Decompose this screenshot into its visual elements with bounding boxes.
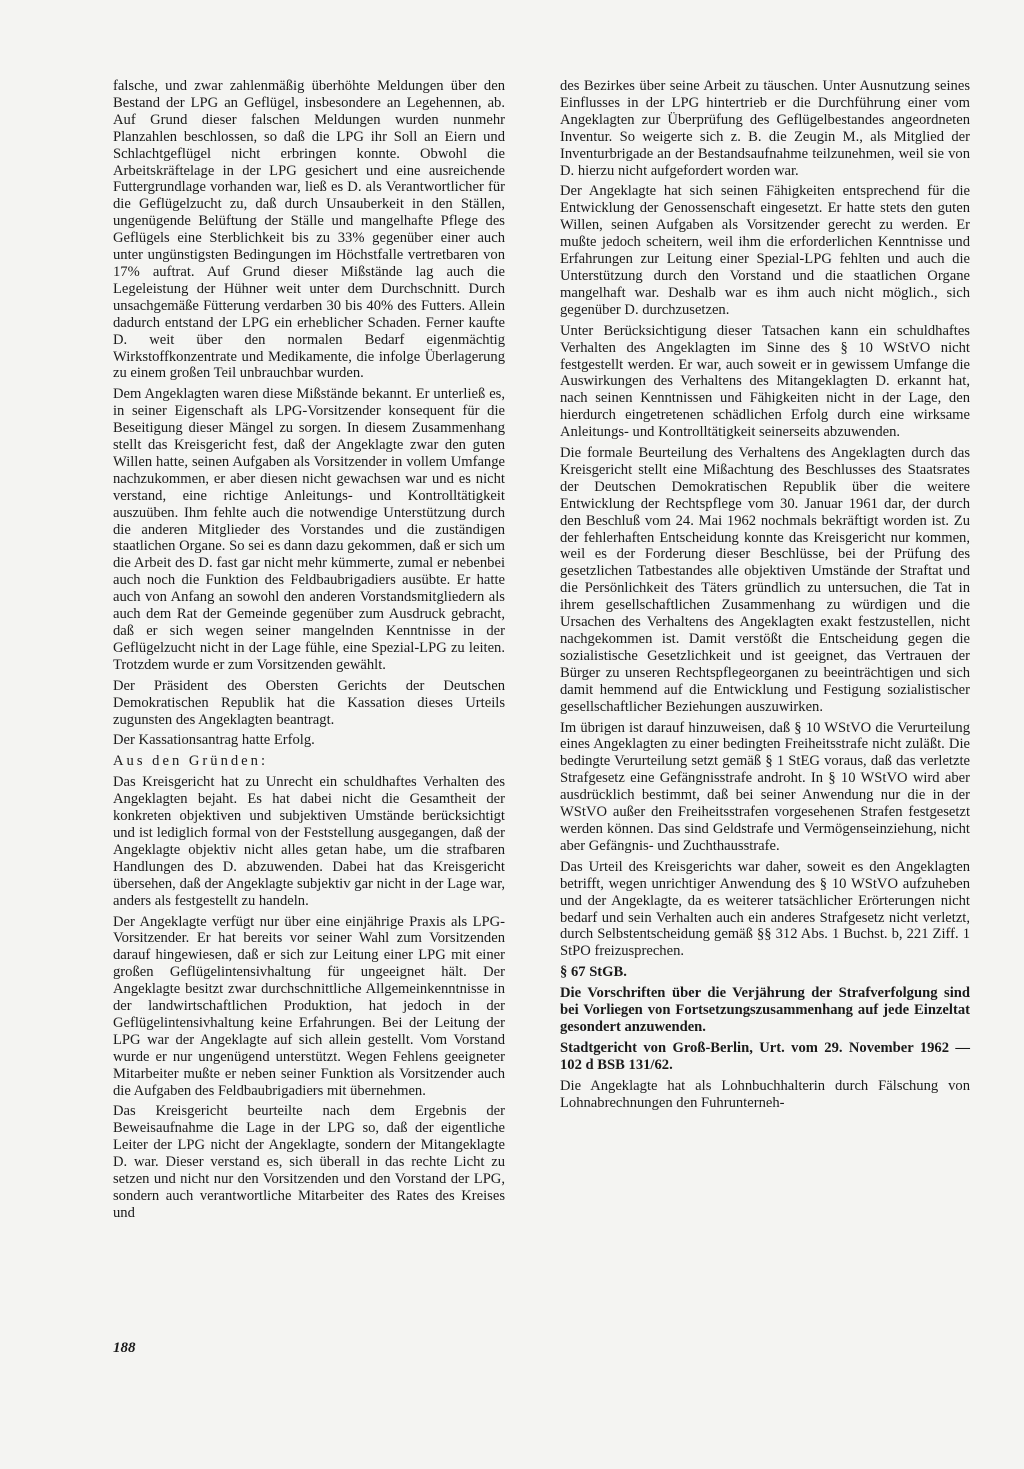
paragraph: Das Kreisgericht hat zu Unrecht ein schuldhaftes Verhalten des Angeklagten bejaht. Es hat dabei nicht die Gesamtheit der konkreten objektiven und subjektiven Umstände berücksichtigt und ist lediglich formal von der Feststellung ausgegangen, daß der Angeklagte objektiv nicht alles getan habe, um die strafbaren Handlungen des D. abzuwenden. Dabei hat das Kreisgericht übersehen, daß der Angeklagte subjektiv gar nicht in der Lage war, anders als festgestellt zu handeln. (113, 774, 505, 909)
paragraph: Der Kassationsantrag hatte Erfolg. (113, 732, 315, 749)
paragraph: Dem Angeklagten waren diese Mißstände bekannt. Er unterließ es, in seiner Eigenschaft als LPG-Vorsitzender konsequent für die Beseitigung dieser Mängel zu sorgen. In diesem Zusammenhang stellt das Kreisgericht fest, daß der Angeklagte zwar den guten Willen hatte, seinen Aufgaben als Vorsitzender in vollem Umfange nachzukommen, er aber diesen nicht gewachsen war und es nicht verstand, eine richtige Anleitungs- und Kontrolltätigkeit auszuüben. Ihm fehlte auch die notwendige Unterstützung durch die anderen Mitglieder des Vorstandes und die zuständigen staatlichen Organe. So sei es dann dazu gekommen, daß er sich um die Arbeit des D. fast gar nicht mehr kümmerte, zumal er nebenbei auch noch die Funktion des Feldbaubrigadiers ausübte. Er hatte auch von Anfang an sowohl den anderen Vorstandsmitgliedern als auch dem Rat der Gemeinde gegenüber zum Ausdruck gebracht, daß er sich wegen seiner mangelnden Kenntnisse in der Geflügelzucht nicht in der Lage fühle, eine Spezial-LPG zu leiten. Trotzdem wurde er zum Vorsitzenden gewählt. (113, 386, 505, 673)
paragraph: Der Angeklagte verfügt nur über eine einjährige Praxis als LPG-Vorsitzender. Er hat bereits vor seiner Wahl zum Vorsitzenden darauf hingewiesen, daß er sich zur Leitung einer LPG mit einer großen Geflügelintensivhaltung für ungeeignet hält. Der Angeklagte besitzt zwar durchschnittliche Allgemeinkenntnisse in der landwirtschaftlichen Produktion, hat jedoch in der Geflügelintensivhaltung keine Erfahrungen. Bei der Leitung der LPG war der Angeklagte auf sich allein gestellt. Vom Vorstand wurde er nur ungenügend unterstützt. Wegen Fehlens geeigneter Mitarbeiter mußte er neben seiner Funktion als Vorsitzender auch die Aufgaben des Feldbaubrigadiers mit übernehmen. (113, 913, 505, 1099)
paragraph: Der Angeklagte hat sich seinen Fähigkeiten entsprechend für die Entwicklung der Genossenschaft eingesetzt. Er hatte stets den guten Willen, seinen Aufgaben als Vorsitzender gerecht zu werden. Er mußte jedoch scheitern, weil ihm die erforderlichen Kenntnisse und Erfahrungen zur Leitung einer Spezial-LPG fehlten und auch die Unterstützung durch den Vorstand und die staatlichen Organe mangelhaft war. Deshalb war es ihm auch nicht möglich., sich gegenüber D. durchzusetzen. (560, 183, 970, 318)
right-column (560, 78, 970, 1115)
section-heading: § 67 StGB. (560, 964, 627, 981)
paragraph: Die Angeklagte hat als Lohnbuchhalterin durch Fälschung von Lohnabrechnungen den Fuhrunterneh- (560, 1077, 970, 1111)
paragraph: Das Kreisgericht beurteilte nach dem Ergebnis der Beweisaufnahme die Lage in der LPG so, daß der eigentliche Leiter der LPG nicht der Angeklagte, sondern der Mitangeklagte D. war. Dieser verstand es, sich überall in das rechte Licht zu setzen und nicht nur den Vorsitzenden und den Vorstand der LPG, sondern auch verantwortliche Mitarbeiter des Rates des Kreises und (113, 1103, 505, 1221)
headnote: Die Vorschriften über die Verjährung der Strafverfolgung sind bei Vorliegen von Fortsetzungszusammenhang auf jede Einzeltat gesondert anzuwenden. (560, 985, 970, 1035)
section-label: Aus den Gründen: (113, 753, 269, 770)
paragraph: Die formale Beurteilung des Verhaltens des Angeklagten durch das Kreisgericht stellt eine Mißachtung des Beschlusses des Staatsrates der Deutschen Demokratischen Republik über die weitere Entwicklung der Rechtspflege vom 30. Januar 1961 dar, der durch den Beschluß vom 24. Mai 1962 nochmals bekräftigt worden ist. Zu der fehlerhaften Entscheidung konnte das Kreisgericht nur kommen, weil es der Forderung dieser Beschlüsse, bei der Prüfung des gesetzlichen Tatbestandes alle objektiven Umstände der Straftat und die Persönlichkeit des Täters gründlich zu untersuchen, die Tat in ihrem gesellschaftlichen Zusammenhang zu würdigen und die Ursachen des Verhaltens des Angeklagten exakt festzustellen, nicht nachgekommen ist. Damit verstößt die Entscheidung gegen die sozialistische Gesetzlichkeit und ist geeignet, das Vertrauen der Bürger zu unseren Rechtspflegeorganen zu beeinträchtigen und sich damit hemmend auf die Entwicklung und Festigung sozialistischer gesellschaftlicher Beziehungen auszuwirken. (560, 445, 970, 715)
page-number: 188 (113, 1340, 136, 1356)
paragraph: Im übrigen ist darauf hinzuweisen, daß § 10 WStVO die Verurteilung eines Angeklagten zu einer bedingten Freiheitsstrafe nicht zuläßt. Die bedingte Verurteilung setzt gemäß § 1 StEG voraus, daß das verletzte Strafgesetz eine Gefängnisstrafe androht. In § 10 WStVO wird aber ausdrücklich bestimmt, daß bei seiner Anwendung nur die in der WStVO außer den Freiheitsstrafen vorgesehenen Strafen festgesetzt werden können. Das sind Geldstrafe und Vermögenseinziehung, nicht aber Gefängnis- und Zuchthausstrafe. (560, 719, 970, 854)
paragraph: Unter Berücksichtigung dieser Tatsachen kann ein schuldhaftes Verhalten des Angeklagten im Sinne des § 10 WStVO nicht festgestellt werden. Er war, auch soweit er in gewissem Umfange die Auswirkungen des Verhaltens des Mitangeklagten D. erkannt hat, nach seinen Kenntnissen und Fähigkeiten nicht in der Lage, den hierdurch eingetretenen schädlichen Erfolg durch eine wirksame Anleitungs- und Kontrolltätigkeit seinerseits abzuwenden. (560, 322, 970, 441)
paragraph: falsche, und zwar zahlenmäßig überhöhte Meldungen über den Bestand der LPG an Geflügel, insbesondere an Legehennen, ab. Auf Grund dieser falschen Meldungen wurden nunmehr Planzahlen beschlossen, so daß die LPG ihr Soll an Eiern und Schlachtgeflügel nicht erbringen konnte. Obwohl die Arbeitskräftelage in der LPG gesichert und eine ausreichende Futtergrundlage vorhanden war, ließ es D. als Verantwortlicher für die Geflügelzucht zu, daß durch Unsauberkeit in den Ställen, ungenügende Belüftung der Ställe und mangelhafte Pflege des Geflügels eine Sterblichkeit bis zu 33% gegenüber einer auch unter ungünstigsten Bedingungen im Höchstfalle vertretbaren von 17% auftrat. Auf Grund dieser Mißstände lag auch die Legeleistung der Hühner weit unter dem Durchschnitt. Durch unsachgemäße Fütterung verdarben 30 bis 40% des Futters. Allein dadurch entstand der LPG ein erheblicher Schaden. Ferner kaufte D. weit über den normalen Bedarf eigenmächtig Wirkstoffkonzentrate und Medikamente, die infolge Überlagerung zu einem großen Teil unbrauchbar wurden. (113, 78, 505, 382)
left-column (113, 78, 505, 1226)
paragraph: des Bezirkes über seine Arbeit zu täuschen. Unter Ausnutzung seines Einflusses in der LPG hintertrieb er die Durchführung einer vom Angeklagten zur Überprüfung des Geflügelbestandes angeordneten Inventur. So weigerte sich z. B. die Zeugin M., als Mitglied der Inventurbrigade an der Bestandsaufnahme teilzunehmen, weil sie von D. hierzu nicht aufgefordert worden war. (560, 78, 970, 179)
court-citation: Stadtgericht von Groß-Berlin, Urt. vom 29. November 1962 — 102 d BSB 131/62. (560, 1039, 970, 1073)
paragraph: Das Urteil des Kreisgerichts war daher, soweit es den Angeklagten betrifft, wegen unrichtiger Anwendung des § 10 WStVO aufzuheben und der Angeklagte, da es weiterer tatsächlicher Erörterungen nicht bedarf und sein Verhalten auch ein anderes Strafgesetz nicht verletzt, durch Selbstentscheidung gemäß §§ 312 Abs. 1 Buchst. b, 221 Ziff. 1 StPO freizusprechen. (560, 858, 970, 960)
paragraph: Der Präsident des Obersten Gerichts der Deutschen Demokratischen Republik hat die Kassation dieses Urteils zugunsten des Angeklagten beantragt. (113, 677, 505, 728)
